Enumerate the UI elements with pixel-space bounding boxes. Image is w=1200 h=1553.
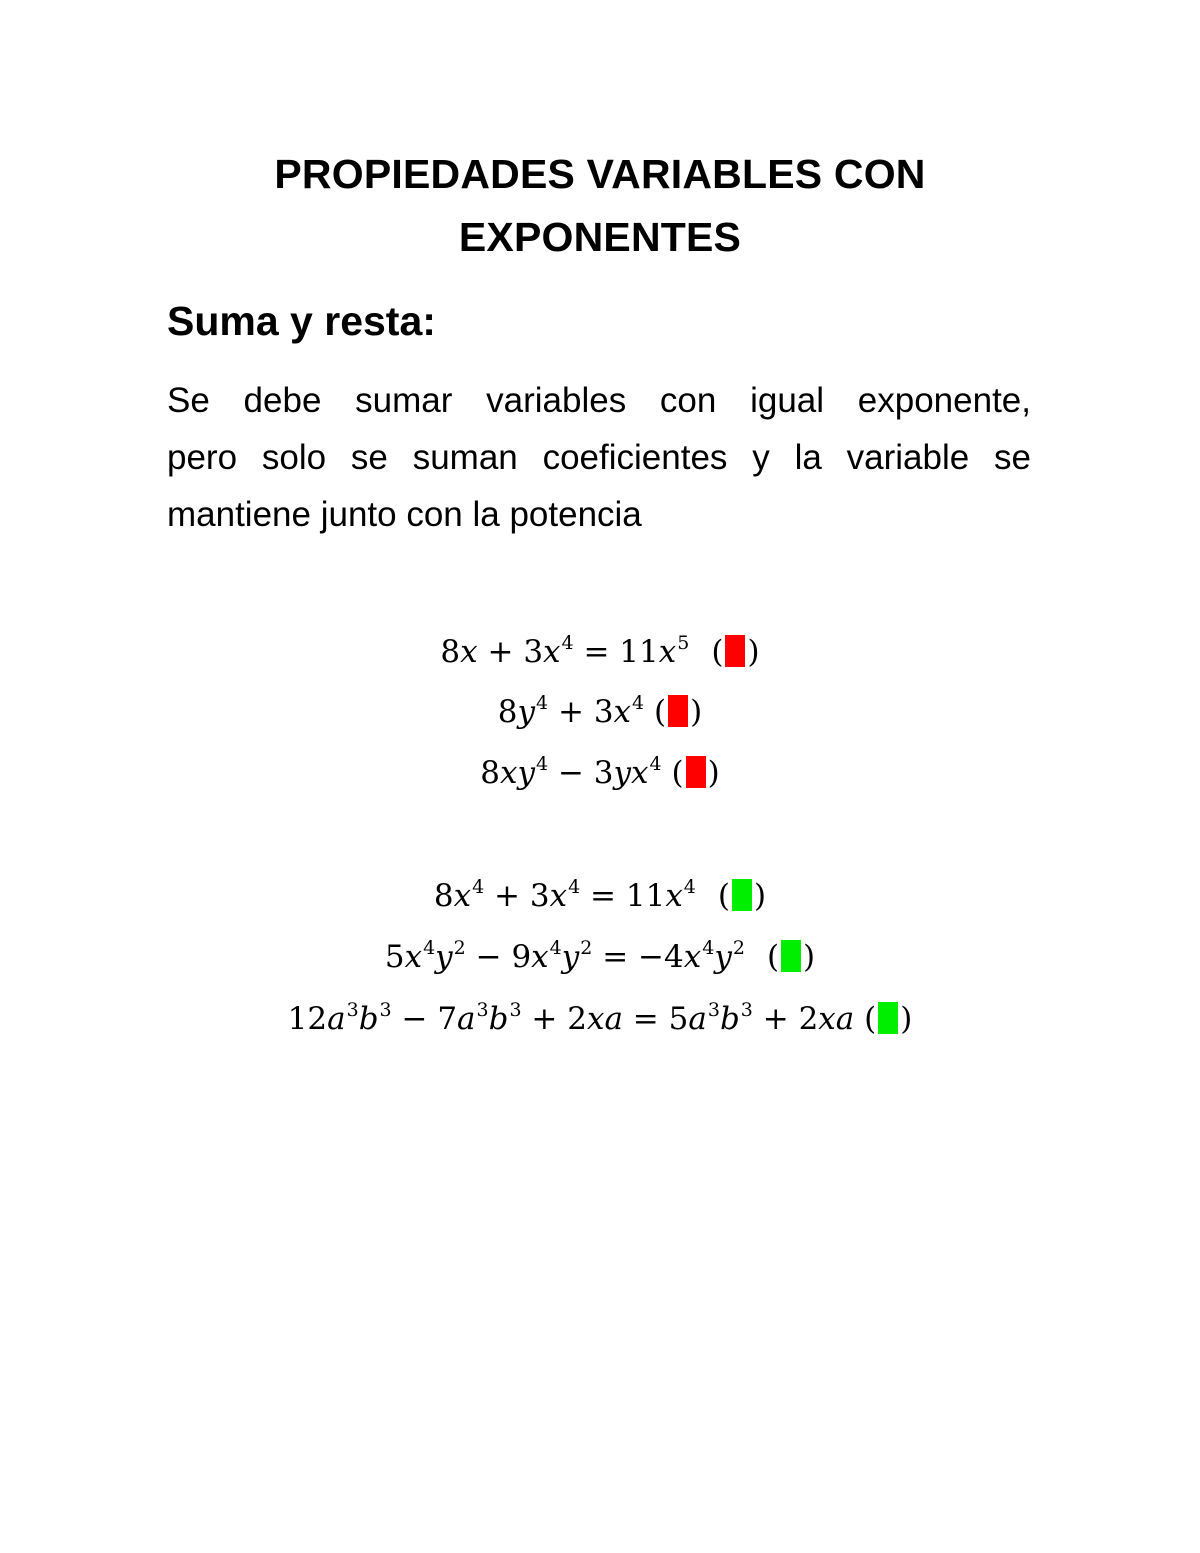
equation-correct-3-render: $12a^3b^3 - 7a^3b^3 + 2xa = 5a^3b^3 + 2xa$ xyxy=(287,999,855,1037)
paragraph-line-1: Se debe sumar variables con igual exponente, xyxy=(167,381,1031,420)
incorrect-marker xyxy=(668,695,688,727)
equation-incorrect-1-render: $8x + 3x^4 = 11x^5$ xyxy=(440,632,690,670)
document-title-line-1: PROPIEDADES VARIABLES CON xyxy=(274,151,926,197)
equation-correct-2: $5x^4y^2 - 9x^4y^2 = -4x^4y^2$ ( ) xyxy=(384,937,816,975)
correct-marker xyxy=(781,940,801,972)
equation-incorrect-1: $8x + 3x^4 = 11x^5$ ( ) xyxy=(440,632,760,670)
document-title-line-2: EXPONENTES xyxy=(458,214,742,260)
equation-incorrect-3-render: $8xy^4 - 3yx^4$ xyxy=(480,753,662,791)
equation-incorrect-3: $8xy^4 - 3yx^4$ ( ) xyxy=(480,753,720,791)
incorrect-marker xyxy=(686,756,706,788)
equation-incorrect-2-render: $8y^4 + 3x^4$ xyxy=(497,692,645,730)
incorrect-marker xyxy=(725,635,745,667)
equation-correct-1: $8x^4 + 3x^4 = 11x^4$ ( ) xyxy=(433,876,767,914)
rule-paragraph xyxy=(167,372,1031,543)
section-heading: Suma y resta: xyxy=(167,298,436,344)
paragraph-line-3: mantiene junto con la potencia xyxy=(167,495,642,534)
paragraph-line-2: pero solo se suman coeficientes y la variable se xyxy=(167,438,1031,477)
correct-marker xyxy=(732,879,752,911)
equation-correct-2-render: $5x^4y^2 - 9x^4y^2 = -4x^4y^2$ xyxy=(384,937,745,975)
correct-marker xyxy=(878,1002,898,1034)
equation-incorrect-2: $8y^4 + 3x^4$ ( ) xyxy=(497,692,703,730)
equation-correct-3: $12a^3b^3 - 7a^3b^3 + 2xa = 5a^3b^3 + 2xa$ ( ) xyxy=(287,999,913,1037)
equation-correct-1-render: $8x^4 + 3x^4 = 11x^4$ xyxy=(433,876,696,914)
